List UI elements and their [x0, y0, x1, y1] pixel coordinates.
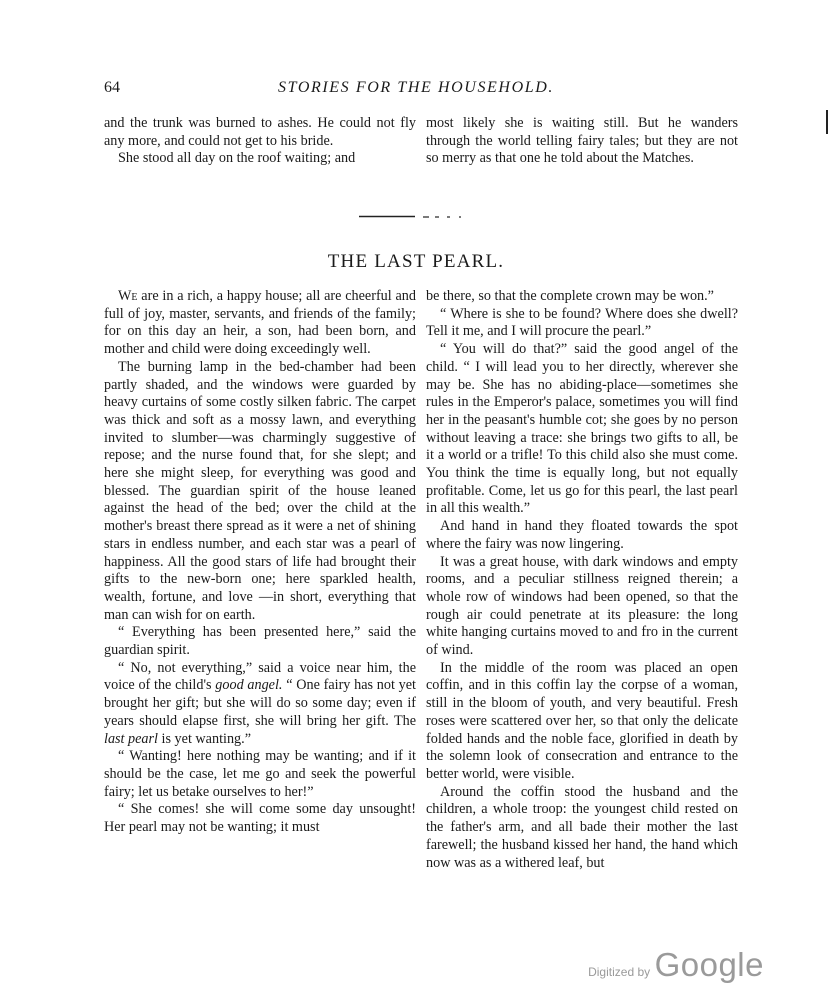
paragraph: It was a great house, with dark windows and empty rooms, and a peculiar stillness reigned therein; a whole row of windows had been opened, so that the rough air could penetrate at its pleasure: the long white hanging curtains moved to and fro in the current of wind.: [426, 553, 738, 659]
paragraph: “ Everything has been presented here,” said the guardian spirit.: [104, 624, 416, 659]
paragraph: And hand in hand they floated towards the spot where the fairy was now lingering.: [426, 518, 738, 552]
watermark-prefix: Digitized by: [588, 965, 651, 979]
article-left-column: [104, 288, 416, 837]
google-logo: Google: [654, 946, 764, 983]
paragraph: “ Wanting! here nothing may be wanting; and if it should be the case, let me go and seek the powerful fairy; let us betake ourselves to her!”: [104, 748, 416, 800]
paragraph: be there, so that the complete crown may be won.”: [426, 288, 714, 304]
running-title: STORIES FOR THE HOUSEHOLD.: [278, 79, 554, 96]
paragraph: We are in a rich, a happy house; all are cheerful and full of joy, master, servants, and friends of the family; for on this day an heir, a son, had been born, and mother and child were doing exceedingly well.: [104, 288, 416, 358]
paragraph: “ No, not everything,” said a voice near him, the voice of the child's good angel. “ One fairy has not yet brought her gift; but she will do so some day; even if years should elapse first, she will bring her gift. The last pearl is yet wanting.”: [104, 659, 416, 747]
paragraph: The burning lamp in the bed-chamber had been partly shaded, and the windows were guarded by heavy curtains of some costly silken fabric. The carpet was thick and soft as a mossy lawn, and everything invited to slumber—was charmingly suggestive of repose; and the nurse found that, for she slept; and here she might sleep, for everything was good and blessed. The guardian spirit of the house leaned against the head of the bed; over the child at the mother's breast there spread as it were a net of shining stars in endless number, and each star was a pearl of happiness. All the good stars of life had brought their gifts to the new-born one; here sparkled health, wealth, fortune, and love —in short, everything that man can wish for on earth.: [104, 358, 416, 623]
paragraph: In the middle of the room was placed an open coffin, and in this coffin lay the corpse of a woman, still in the bloom of youth, and very beautiful. Fresh roses were scattered over her, so that only the delicate folded hands and the noble face, glorified in death by the solemn look of consecration and entrance to the better world, were visible.: [426, 659, 738, 782]
continued-right-column: [426, 115, 738, 168]
italic-text: good angel.: [215, 677, 283, 694]
article-title: THE LAST PEARL.: [327, 251, 505, 272]
page-number: 64: [104, 79, 120, 96]
italic-text: last pearl: [104, 730, 158, 747]
paragraph: Around the coffin stood the husband and the children, a whole troop: the youngest child rested on the father's arm, and all bade their mother the last farewell; the husband kissed her hand, the hand which now was as a withered leaf, but: [426, 783, 738, 871]
section-divider: [357, 214, 477, 220]
paragraph: “ Where is she to be found? Where does she dwell? Tell it me, and I will procure the pearl.”: [426, 305, 738, 340]
drop-cap: We: [118, 288, 138, 304]
scan-edge-mark: [826, 110, 828, 134]
paragraph: “ She comes! she will come some day unsought! Her pearl may not be wanting; it must: [104, 801, 416, 836]
article-right-column: [426, 288, 738, 872]
paragraph: She stood all day on the roof waiting; and: [118, 150, 356, 167]
paragraph: “ You will do that?” said the good angel of the child. “ I will lead you to her directly, wherever she may be. She has no abiding-place—sometimes she rules in the Emperor's palace, sometimes you will find her in the peasant's humble cot; she goes by no person without leaving a trace: she brings two gifts to all, be it a world or a trifle! To this child also she must come. You think the time is equally long, but not equally profitable. Come, let us go for this pearl, the last pearl in all this wealth.”: [426, 341, 738, 517]
digitized-watermark: [588, 946, 764, 984]
paragraph: and the trunk was burned to ashes. He could not fly any more, and could not get to his bride.: [104, 115, 416, 149]
paragraph: most likely she is waiting still. But he wanders through the world telling fairy tales; but they are not so merry as that one he told about the Matches.: [426, 115, 738, 167]
continued-left-column: [104, 115, 416, 168]
